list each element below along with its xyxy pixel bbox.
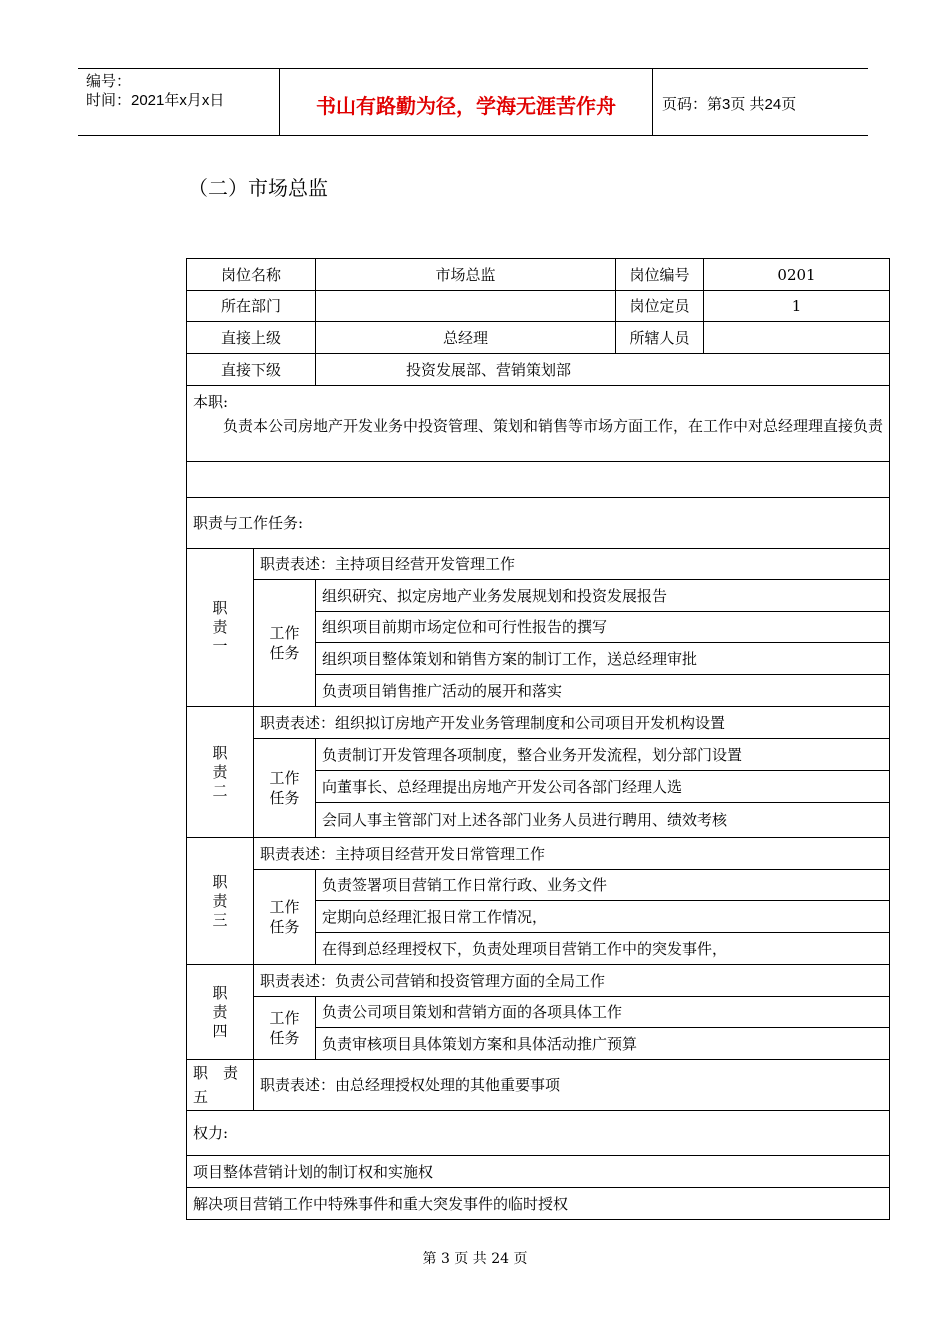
staff-quota-value: 1 (704, 291, 890, 322)
task-item: 向董事长、总经理提出房地产开发公司各部门经理人选 (316, 771, 890, 803)
task-item: 负责审核项目具体策划方案和具体活动推广预算 (316, 1028, 890, 1060)
task-item: 负责项目销售推广活动的展开和落实 (316, 675, 890, 707)
responsibility-row (187, 965, 890, 997)
task-item: 负责制订开发管理各项制度，整合业务开发流程，划分部门设置 (316, 739, 890, 771)
responsibility-desc: 职责表述：主持项目经营开发管理工作 (254, 549, 890, 580)
responsibility-name: 职责二 (212, 743, 228, 800)
blank-row (187, 462, 890, 498)
post-code-value: 0201 (704, 259, 890, 291)
tasks-heading: 职责与工作任务: (187, 498, 890, 549)
subordinate-label: 直接下级 (187, 354, 316, 386)
superior-label: 直接上级 (187, 322, 316, 354)
section-title: （二）市场总监 (188, 176, 328, 200)
powers-heading-row (187, 1111, 890, 1156)
responsibility-desc: 职责表述：负责公司营销和投资管理方面的全局工作 (254, 965, 890, 997)
task-label: 工作任务 (269, 898, 300, 936)
duty-row (187, 386, 890, 462)
post-name-label: 岗位名称 (187, 259, 316, 291)
task-label: 工作任务 (269, 1009, 300, 1047)
power-row (187, 1156, 890, 1188)
responsibility-name: 职责三 (212, 872, 228, 929)
task-item: 定期向总经理汇报日常工作情况， (316, 901, 890, 933)
subordinate-count-value (704, 322, 890, 354)
responsibility-name: 职 责五 (193, 1064, 239, 1106)
task-label: 工作任务 (269, 624, 300, 662)
header-divider-right (652, 69, 653, 136)
header-bottom-rule (78, 135, 868, 136)
responsibility-desc: 职责表述：由总经理授权处理的其他重要事项 (254, 1060, 890, 1111)
power-row (187, 1188, 890, 1220)
subordinate-value: 投资发展部、营销策划部 (316, 354, 890, 386)
tasks-heading-row (187, 498, 890, 549)
power-item: 解决项目营销工作中特殊事件和重大突发事件的临时授权 (187, 1188, 890, 1220)
task-item: 组织项目整体策划和销售方案的制订工作，送总经理审批 (316, 643, 890, 675)
header-page-number: 页码：第3页 共24页 (662, 96, 797, 113)
department-value (316, 291, 616, 322)
responsibility-desc: 职责表述：组织拟订房地产开发业务管理制度和公司项目开发机构设置 (254, 707, 890, 739)
page-footer: 第 3 页 共 24 页 (422, 1251, 528, 1267)
duty-label: 本职: (193, 393, 229, 411)
document-date: 时间：2021年x月x日 (86, 92, 225, 109)
info-row (187, 259, 890, 291)
duty-text: 负责本公司房地产开发业务中投资管理、策划和销售等市场方面工作，在工作中对总经理理直接负责 (223, 417, 884, 435)
responsibility-row (187, 549, 890, 580)
subordinate-count-label: 所辖人员 (616, 322, 704, 354)
job-description-table (186, 258, 890, 1220)
info-row (187, 354, 890, 386)
info-row (187, 291, 890, 322)
staff-quota-label: 岗位定员 (616, 291, 704, 322)
header-motto: 书山有路勤为径，学海无涯苦作舟 (316, 94, 616, 118)
task-item: 负责公司项目策划和营销方面的各项具体工作 (316, 997, 890, 1028)
powers-label: 权力: (187, 1111, 890, 1156)
task-item: 组织项目前期市场定位和可行性报告的撰写 (316, 612, 890, 643)
post-name-value: 市场总监 (316, 259, 616, 291)
responsibility-desc: 职责表述：主持项目经营开发日常管理工作 (254, 838, 890, 870)
document-number-label: 编号： (86, 73, 132, 90)
task-item: 负责签署项目营销工作日常行政、业务文件 (316, 870, 890, 901)
responsibility-row (187, 838, 890, 870)
info-row (187, 322, 890, 354)
header-meta (86, 72, 224, 110)
post-code-label: 岗位编号 (616, 259, 704, 291)
task-label: 工作任务 (269, 769, 300, 807)
responsibility-name: 职责一 (212, 599, 228, 655)
task-item: 会同人事主管部门对上述各部门业务人员进行聘用、绩效考核 (316, 803, 890, 838)
responsibility-name: 职责四 (212, 983, 228, 1040)
task-item: 在得到总经理授权下，负责处理项目营销工作中的突发事件， (316, 933, 890, 965)
task-item: 组织研究、拟定房地产业务发展规划和投资发展报告 (316, 580, 890, 612)
department-label: 所在部门 (187, 291, 316, 322)
responsibility-row (187, 1060, 890, 1111)
power-item: 项目整体营销计划的制订权和实施权 (187, 1156, 890, 1188)
superior-value: 总经理 (316, 322, 616, 354)
header-top-rule (78, 68, 868, 69)
responsibility-row (187, 707, 890, 739)
